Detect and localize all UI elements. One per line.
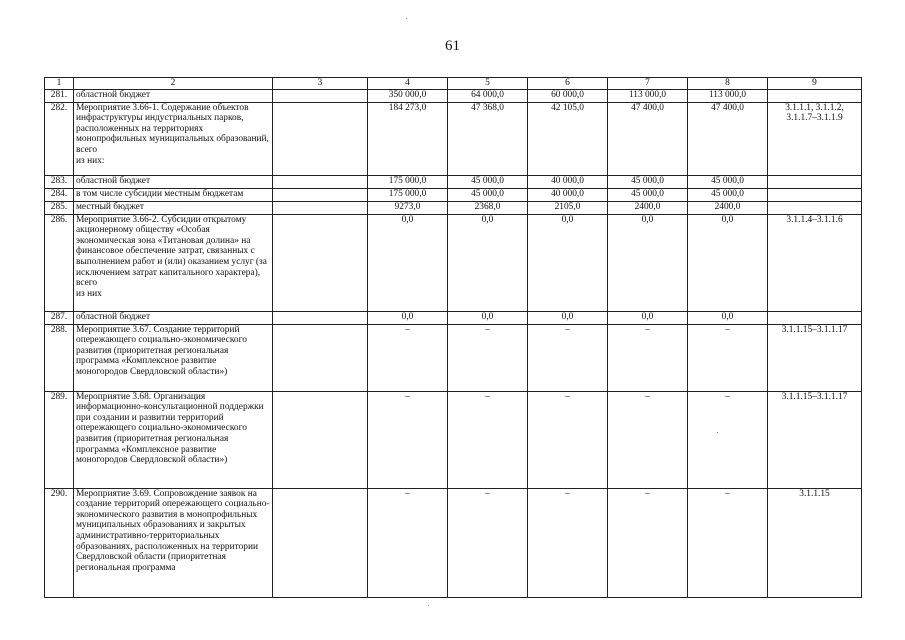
cell-col-3 <box>273 89 368 102</box>
cell-col-8: – <box>688 391 768 488</box>
cell-col-8: 47 400,0 <box>688 102 768 175</box>
cell-col-5: 0,0 <box>448 311 528 324</box>
cell-col-4: 350 000,0 <box>368 89 448 102</box>
row-description: Мероприятие 3.68. Организация информационно-консультационной поддержки при создании и развитии территорий опережающего социально-экономического развития (приоритетная региональная программа «Комплексное развитие моногородов Свердловской области») <box>74 391 273 488</box>
cell-col-8: 45 000,0 <box>688 188 768 201</box>
table-row <box>45 391 862 488</box>
cell-col-5: – <box>448 488 528 597</box>
cell-col-4: 175 000,0 <box>368 175 448 188</box>
column-header: 6 <box>528 78 608 90</box>
cell-col-9 <box>768 89 862 102</box>
table-row <box>45 324 862 391</box>
cell-col-4: 175 000,0 <box>368 188 448 201</box>
page-number: 61 <box>445 38 460 54</box>
table-row <box>45 102 862 175</box>
cell-col-9: 3.1.1.15–3.1.1.17 <box>768 391 862 488</box>
cell-col-6: 42 105,0 <box>528 102 608 175</box>
cell-col-7: 2400,0 <box>608 201 688 214</box>
row-description: в том числе субсидии местным бюджетам <box>74 188 273 201</box>
column-header: 9 <box>768 78 862 90</box>
cell-col-7: – <box>608 391 688 488</box>
cell-col-9 <box>768 188 862 201</box>
cell-col-8: 113 000,0 <box>688 89 768 102</box>
cell-col-3 <box>273 324 368 391</box>
row-number: 283. <box>45 175 74 188</box>
row-description: Мероприятие 3.67. Создание территорий опережающего социально-экономического развития (приоритетная региональная программа «Комплексное развитие моногородов Свердловской области») <box>74 324 273 391</box>
column-header: 8 <box>688 78 768 90</box>
cell-col-4: – <box>368 488 448 597</box>
column-header: 1 <box>45 78 74 90</box>
table-row <box>45 311 862 324</box>
cell-col-5: 0,0 <box>448 214 528 311</box>
column-header: 2 <box>74 78 273 90</box>
cell-col-7: 47 400,0 <box>608 102 688 175</box>
table-row <box>45 175 862 188</box>
column-header: 5 <box>448 78 528 90</box>
row-description: Мероприятие 3.66-2. Субсидии открытому акционерному обществу «Особая экономическая зона «Титановая долина» на финансовое обеспечение затрат, связанных с выполнением работ и (или) оказанием услуг (за исключением затрат капитального характера), всего из них <box>74 214 273 311</box>
cell-col-6: 40 000,0 <box>528 175 608 188</box>
table-body <box>45 78 862 598</box>
cell-col-4: 0,0 <box>368 311 448 324</box>
cell-col-5: – <box>448 324 528 391</box>
cell-col-6: 60 000,0 <box>528 89 608 102</box>
row-description: областной бюджет <box>74 311 273 324</box>
cell-col-5: 2368,0 <box>448 201 528 214</box>
row-description: Мероприятие 3.66-1. Содержание объектов инфраструктуры индустриальных парков, расположенных на территориях монопрофильных муниципальных образований, всего из них: <box>74 102 273 175</box>
scan-speck <box>428 605 429 606</box>
cell-col-8: 0,0 <box>688 214 768 311</box>
cell-col-9: 3.1.1.1, 3.1.1.2, 3.1.1.7–3.1.1.9 <box>768 102 862 175</box>
table-row <box>45 89 862 102</box>
scan-speck <box>406 18 407 19</box>
cell-col-3 <box>273 488 368 597</box>
cell-col-6: – <box>528 324 608 391</box>
cell-col-6: 0,0 <box>528 311 608 324</box>
row-number: 285. <box>45 201 74 214</box>
header-row <box>45 78 862 90</box>
cell-col-3 <box>273 391 368 488</box>
cell-col-9 <box>768 201 862 214</box>
cell-col-4: – <box>368 324 448 391</box>
cell-col-8: 2400,0 <box>688 201 768 214</box>
cell-col-5: 64 000,0 <box>448 89 528 102</box>
cell-col-7: 0,0 <box>608 311 688 324</box>
column-header: 7 <box>608 78 688 90</box>
cell-col-7: 45 000,0 <box>608 175 688 188</box>
cell-col-6: 0,0 <box>528 214 608 311</box>
cell-col-6: 40 000,0 <box>528 188 608 201</box>
cell-col-9 <box>768 175 862 188</box>
cell-col-9: 3.1.1.4–3.1.1.6 <box>768 214 862 311</box>
cell-col-5: – <box>448 391 528 488</box>
row-number: 281. <box>45 89 74 102</box>
column-header: 4 <box>368 78 448 90</box>
cell-col-7: – <box>608 488 688 597</box>
table-row <box>45 188 862 201</box>
row-description: Мероприятие 3.69. Сопровождение заявок на создание территорий опережающего социально-экономического развития в монопрофильных муниципальных образованиях и закрытых административно-территориальных образованиях, расположенных на территории Свердловской области (приоритетная региональная программа <box>74 488 273 597</box>
column-header: 3 <box>273 78 368 90</box>
row-number: 287. <box>45 311 74 324</box>
cell-col-9 <box>768 311 862 324</box>
cell-col-4: 9273,0 <box>368 201 448 214</box>
cell-col-7: 0,0 <box>608 214 688 311</box>
row-number: 284. <box>45 188 74 201</box>
row-number: 289. <box>45 391 74 488</box>
cell-col-7: 45 000,0 <box>608 188 688 201</box>
row-number: 282. <box>45 102 74 175</box>
cell-col-9: 3.1.1.15 <box>768 488 862 597</box>
cell-col-4: 0,0 <box>368 214 448 311</box>
cell-col-3 <box>273 102 368 175</box>
budget-table <box>44 77 862 598</box>
cell-col-3 <box>273 214 368 311</box>
row-number: 288. <box>45 324 74 391</box>
cell-col-8: 0,0 <box>688 311 768 324</box>
row-number: 290. <box>45 488 74 597</box>
cell-col-5: 45 000,0 <box>448 188 528 201</box>
cell-col-7: – <box>608 324 688 391</box>
cell-col-4: 184 273,0 <box>368 102 448 175</box>
row-description: областной бюджет <box>74 175 273 188</box>
cell-col-3 <box>273 175 368 188</box>
row-description: областной бюджет <box>74 89 273 102</box>
cell-col-6: – <box>528 488 608 597</box>
cell-col-9: 3.1.1.15–3.1.1.17 <box>768 324 862 391</box>
row-number: 286. <box>45 214 74 311</box>
cell-col-5: 45 000,0 <box>448 175 528 188</box>
table-row <box>45 201 862 214</box>
table-row <box>45 214 862 311</box>
cell-col-3 <box>273 188 368 201</box>
cell-col-6: 2105,0 <box>528 201 608 214</box>
cell-col-8: – <box>688 324 768 391</box>
cell-col-4: – <box>368 391 448 488</box>
cell-col-5: 47 368,0 <box>448 102 528 175</box>
cell-col-7: 113 000,0 <box>608 89 688 102</box>
cell-col-6: – <box>528 391 608 488</box>
row-description: местный бюджет <box>74 201 273 214</box>
cell-col-3 <box>273 201 368 214</box>
table-row <box>45 488 862 597</box>
cell-col-8: 45 000,0 <box>688 175 768 188</box>
cell-col-3 <box>273 311 368 324</box>
cell-col-8: – <box>688 488 768 597</box>
scan-speck <box>717 432 718 433</box>
